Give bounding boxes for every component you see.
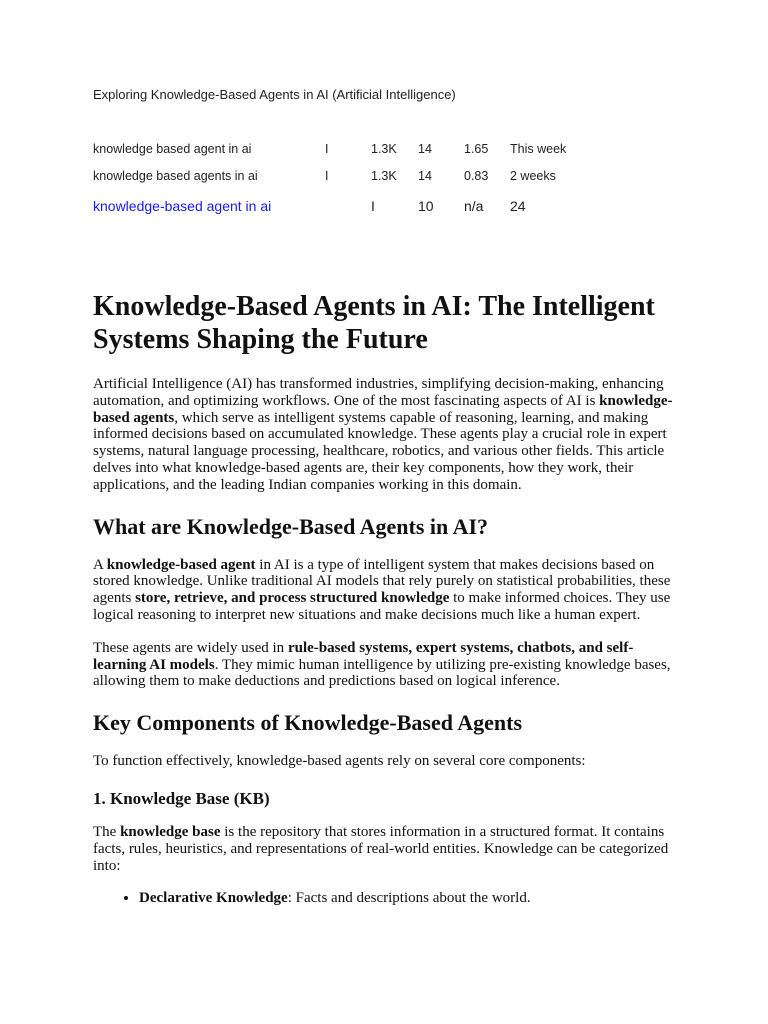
document-title: Exploring Knowledge-Based Agents in AI (Artificial Intelligence) [93, 87, 456, 102]
article-title: Knowledge-Based Agents in AI: The Intelligent Systems Shaping the Future [93, 291, 655, 355]
components-paragraph: To function effectively, knowledge-based agents rely on several core components: [93, 753, 586, 770]
keyword-table [93, 142, 653, 225]
intent-cell: I [371, 198, 375, 214]
volume-cell: 1.3K [371, 169, 397, 183]
what-paragraph-1: A knowledge-based agent in AI is a type of intelligent system that makes decisions based on stored knowledge. Unlike traditional AI models that rely purely on statistical probabilities, these agents store, retrieve, and process structured knowledge to make informed choices. They use logical reasoning to interpret new situations and make decisions much like a human expert. [93, 556, 671, 623]
intent-cell: I [325, 142, 329, 156]
section-heading-what: What are Knowledge-Based Agents in AI? [93, 513, 489, 539]
updated-cell: 2 weeks [510, 169, 556, 183]
count-cell: 24 [510, 198, 526, 214]
difficulty-cell: 10 [418, 198, 434, 214]
updated-cell: This week [510, 142, 567, 156]
section-heading-components: Key Components of Knowledge-Based Agents [93, 710, 523, 736]
what-paragraph-2: These agents are widely used in rule-based systems, expert systems, chatbots, and self-learning AI models. They mimic human intelligence by utilizing pre-existing knowledge bases, allowing them to make deductions and predictions based on logical inference. [93, 639, 671, 690]
difficulty-cell: 14 [418, 142, 432, 156]
cpc-cell: 0.83 [464, 169, 489, 183]
table-row [93, 169, 653, 196]
subheading-knowledge-base: 1. Knowledge Base (KB) [93, 788, 270, 808]
volume-cell: 1.3K [371, 142, 397, 156]
list-item: • Declarative Knowledge: Facts and descriptions about the world. [139, 890, 683, 907]
keyword-link[interactable]: knowledge-based agent in ai [93, 198, 272, 214]
cpc-cell: n/a [464, 198, 484, 214]
keyword-cell: knowledge based agent in ai [93, 142, 252, 156]
table-row [93, 142, 653, 169]
article [93, 290, 683, 907]
difficulty-cell: 14 [418, 169, 432, 183]
intro-paragraph: Artificial Intelligence (AI) has transformed industries, simplifying decision-making, enhancing automation, and optimizing workflows. One of the most fascinating aspects of AI is knowledge-based agents, which serve as intelligent systems capable of reasoning, learning, and making informed decisions based on accumulated knowledge. These agents play a crucial role in expert systems, natural language processing, healthcare, robotics, and various other fields. This article delves into what knowledge-based agents are, their key components, how they work, their applications, and the leading Indian companies working in this domain. [93, 376, 673, 493]
knowledge-types-list [93, 890, 683, 907]
cpc-cell: 1.65 [464, 142, 489, 156]
kb-paragraph: The knowledge base is the repository that stores information in a structured format. It contains facts, rules, heuristics, and representations of real-world entities. Knowledge can be categorized into: [93, 823, 669, 874]
intent-cell: I [325, 169, 329, 183]
keyword-cell: knowledge based agents in ai [93, 169, 258, 183]
table-row [93, 198, 653, 225]
